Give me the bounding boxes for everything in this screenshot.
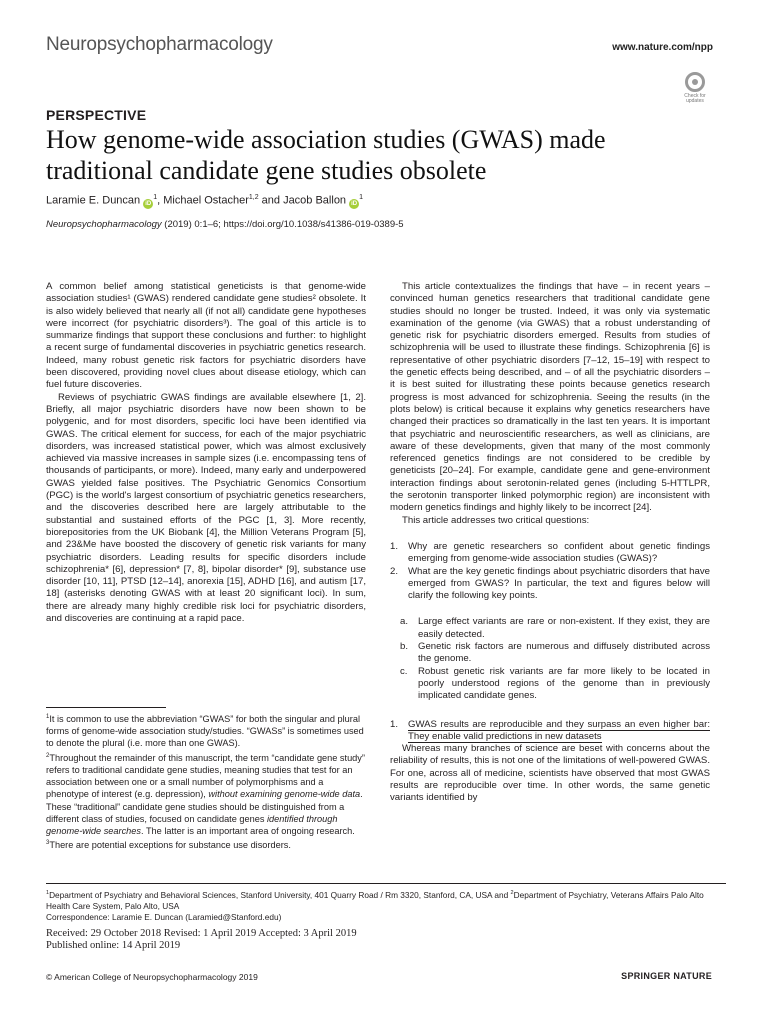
footnote-text: . These “traditional” candidate gene studies should be distinguished from a different class of studies, focused on candidate genes: [46, 789, 363, 824]
footnote: [46, 750, 366, 837]
received-dates: Received: 29 October 2018 Revised: 1 April 2019 Accepted: 3 April 2019: [46, 928, 357, 939]
footnote-emphasis: identified through genome-wide searches: [46, 813, 338, 836]
orcid-icon[interactable]: iD: [351, 200, 358, 207]
question-list: [390, 541, 710, 602]
affiliation-text: $^1$Department of Psychiatry and Behavioral Sciences, Stanford University, 401 Quarry Road / Rm 3320, Stanford, CA, USA and $^2$Department of Psychiatry, Veterans Affairs Palo Alto Health Care System, Palo Alto, USA: [46, 889, 704, 911]
footnote-divider: [46, 707, 166, 708]
list-item: [390, 566, 710, 603]
author-affiliation-mark: 1,2: [248, 194, 259, 201]
author-name[interactable]: Michael Ostacher: [163, 194, 249, 207]
list-item: [400, 616, 710, 641]
body-paragraph: Reviews of psychiatric GWAS findings are available elsewhere [1, 2]. Briefly, all major psychiatric disorders have now been shown to be polygenic, and for most disorders, specific loci have been identified via GWAS. The critical element for success, for each of the major psychiatric disorders, was increased statistical power, which was almost exclusively achieved via massive increases in sample sizes (i.e. encompassing tens of thousands of participants, or more). Indeed, many early and underpowered GWAS yielded false positives. The Psychiatric Genomics Consortium (PGC) is the world's largest consortium of psychiatric genetics researchers, and the discoveries described here are largely attributable to the substantial and sustained efforts of the PGC [1, 3]. More recently, biorepositories from the UK Biobank [4], the Million Veterans Program [5], and 23&Me have boosted the discovery of genetic risk variants for many psychiatric disorders. Leading results for specific disorders include schizophrenia* [6], depression* [7, 8], bipolar disorder* [9], substance use disorder [10, 11], PTSD [12–14], anorexia [15], ADHD [16], and autism [17, 18] (asterisks denoting GWAS with at least 20 significant loci). In sum, there are already many highly credible risk loci for psychiatric disorders, and discoveries are continuing at a rapid pace.: [46, 391, 366, 625]
right-column: [390, 281, 710, 805]
list-text: Genetic risk factors are numerous and diffusely distributed across the genome.: [418, 641, 710, 665]
article-title: How genome-wide association studies (GWAS) made traditional candidate gene studies obsolete: [46, 125, 606, 185]
footnotes: [46, 707, 366, 851]
citation-doi[interactable]: (2019) 0:1–6; https://doi.org/10.1038/s41386-019-0389-5: [161, 219, 404, 230]
badge-label: Check for updates: [684, 93, 706, 104]
footnote-emphasis: without examining genome-wide data: [208, 789, 361, 800]
list-text: Robust genetic risk variants are far more likely to be located in poorly understood regions of the genome than in previously implicated candidate genes.: [418, 665, 710, 702]
list-text: Large effect variants are rare or non-existent. If they exist, they are easily detected.: [418, 616, 710, 640]
section-heading-text: GWAS results are reproducible and they surpass an even higher bar: They enable valid predictions in new datasets: [408, 718, 710, 742]
author-name[interactable]: Jacob Ballon: [283, 194, 347, 207]
footnote-text: Throughout the remainder of this manuscript, the term “candidate gene study” refers to traditional candidate gene studies, meaning studies that test for an association between one or a small number of polymorphisms and a phenotype of interest (e.g. depression),: [46, 752, 365, 800]
check-for-updates-badge[interactable]: [678, 72, 712, 110]
correspondence[interactable]: Correspondence: Laramie E. Duncan (Laramied@Stanford.edu): [46, 912, 282, 923]
list-text: Why are genetic researchers so confident about genetic findings emerging from genome-wide association studies (GWAS)?: [408, 540, 710, 565]
author-list: Laramie E. Duncan $iD^1$, Michael Ostacher$^{1,2}$ and Jacob Ballon $iD^1$: [46, 194, 364, 207]
left-column: [46, 281, 366, 625]
journal-url-link[interactable]: www.nature.com/npp: [612, 42, 713, 53]
footnote: [46, 711, 366, 750]
body-paragraph: A common belief among statistical geneticists is that genome-wide association studies¹ (GWAS) rendered candidate gene studies² obsolete. It is also widely believed that nearly all (if not all) candidate gene hypotheses were incorrect (for psychiatric disorders³). The goal of this article is to summarize findings that support these conclusions and further: to highlight a recent surge of fundamental discoveries in psychiatric genetics research. Indeed, many robust genetic risk factors for psychiatric disorders have been discovered, providing novel clues about disease etiology, which can fuel future discoveries.: [46, 281, 366, 391]
footnote-text: It is common to use the abbreviation “GWAS” for both the singular and plural forms of genome-wide association study/studies. “GWASs” is sometimes used to denote the plural (i.e. more than one GWAS).: [46, 714, 364, 749]
list-item: [390, 541, 710, 566]
affiliation-divider: [46, 883, 726, 884]
body-paragraph: Whereas many branches of science are beset with concerns about the reliability of results, this is not one of the limitations of well-powered GWAS. For one, across all of medicine, scientists have observed that most GWAS results are reproducible over time. In other words, the same genetic variants identified by: [390, 743, 710, 804]
section-heading: [390, 719, 710, 744]
citation-line: [46, 219, 404, 230]
article-type-label: PERSPECTIVE: [46, 107, 147, 123]
list-number: 2.: [390, 565, 399, 577]
footnote-mark: 1: [46, 714, 50, 720]
list-item: [400, 641, 710, 666]
footnote-text: There are potential exceptions for substance use disorders.: [49, 840, 291, 851]
affiliations: [46, 883, 726, 923]
article-dates: [46, 928, 357, 952]
author-connector: and: [258, 194, 284, 207]
list-number: 1.: [390, 540, 399, 552]
footnote-mark: 3: [46, 840, 50, 847]
list-text: What are the key genetic findings about psychiatric disorders that have emerged from GWAS? In particular, the text and figures below will clarify the following key points.: [408, 565, 710, 602]
author-name[interactable]: Laramie E. Duncan: [46, 194, 141, 207]
footnote-text: . The latter is an important area of ongoing research.: [141, 825, 355, 836]
author-affiliation-mark: 1: [153, 194, 158, 201]
copyright-notice: © American College of Neuropsychopharmacology 2019: [46, 972, 258, 982]
check-updates-icon: [685, 72, 705, 92]
list-letter: a.: [400, 616, 409, 628]
list-letter: c.: [400, 665, 408, 677]
list-item: [400, 666, 710, 703]
section-number: 1.: [390, 718, 399, 730]
footnote: [46, 837, 366, 851]
footnote-mark: 2: [46, 752, 50, 759]
orcid-icon[interactable]: iD: [145, 200, 152, 207]
citation-journal: Neuropsychopharmacology: [46, 219, 162, 230]
publisher-logo: SPRINGER NATURE: [621, 971, 712, 981]
key-points-list: [390, 616, 710, 702]
list-letter: b.: [400, 641, 409, 653]
published-date: Published online: 14 April 2019: [46, 940, 181, 951]
body-paragraph: This article addresses two critical questions:: [402, 514, 590, 526]
section-heading-item: [390, 719, 710, 744]
body-paragraph: This article contextualizes the findings that have – in recent years – convinced human genetics researchers that traditional candidate gene studies should no longer be trusted. Indeed, it was only via systematic examination of the genome (via GWAS) that a robust understanding of genetic risk for psychiatric disorders emerged. Results from studies of schizophrenia will be used to illustrate these findings. Schizophrenia [6] is representative of other psychiatric disorders [7–12, 15–19] with respect to the genetic effects being described, and – of all the psychiatric disorders – it is best suited for illustrating these points because genetics research progress is most advanced for schizophrenia. Seeing the results (in the plots below) is critical because it explains why genetics researchers have changed their practices so dramatically in the last ten years. It is important that psychiatric and neuroscientific researchers, as well as clinicians, are aware of these developments, given that many of the most commonly referenced genetics findings are not considered to be credible by geneticists [20–24]. For example, candidate gene and gene-environment interaction findings about serotonin-related genes (including 5-HTTLPR, the serotonin transporter linked polymorphic region) are inconsistent with modern genetics findings and highly likely to be incorrect [24].: [390, 281, 710, 514]
journal-name: Neuropsychopharmacology: [46, 34, 273, 55]
author-affiliation-mark: 1: [359, 194, 364, 201]
